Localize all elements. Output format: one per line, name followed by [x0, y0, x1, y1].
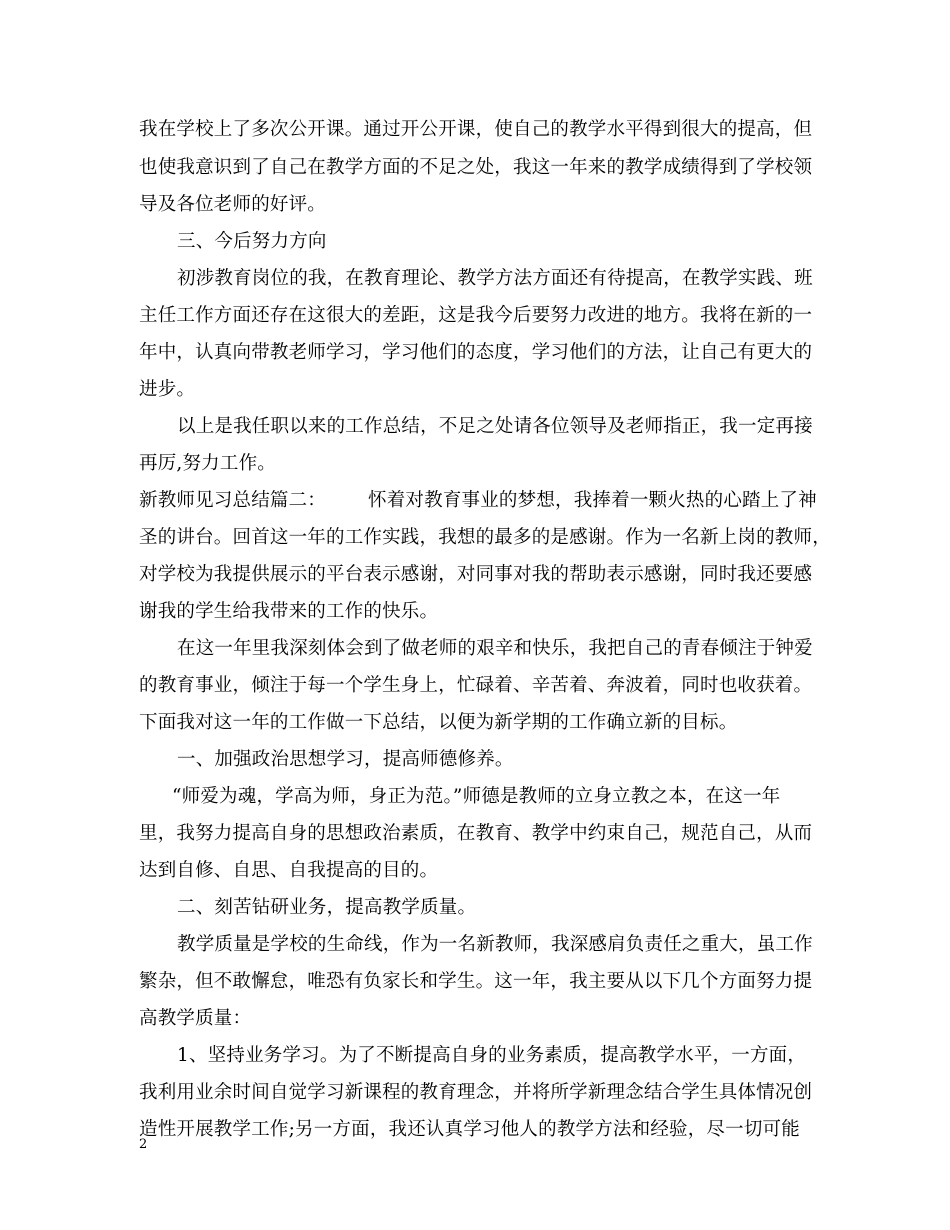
text-line: 里，我努力提高自身的思想政治素质，在教育、教学中约束自己，规范自己，从而 [139, 823, 813, 844]
text-line: 1、坚持业务学习。为了不断提高自身的业务素质，提高教学水平，一方面， [177, 1045, 807, 1066]
text-line: 再厉,努力工作。 [139, 453, 276, 474]
article-title: 新教师见习总结篇二： [139, 490, 327, 511]
page-number: 2 [139, 1137, 148, 1152]
text-line: 教学质量是学校的生命线，作为一名新教师，我深感肩负责任之重大，虽工作 [177, 934, 813, 955]
text-line: 达到自修、自思、自我提高的目的。 [139, 860, 439, 881]
text-line: 高教学质量： [139, 1008, 252, 1029]
text-line: 年中，认真向带教老师学习，学习他们的态度，学习他们的方法，让自己有更大的 [139, 342, 813, 363]
section-heading: 一、加强政治思想学习，提高师德修养。 [177, 749, 514, 770]
text-line: 下面我对这一年的工作做一下总结，以便为新学期的工作确立新的目标。 [139, 712, 738, 733]
text-line: 圣的讲台。回首这一年的工作实践，我想的最多的是感谢。作为一名新上岗的教师， [139, 527, 831, 548]
text-line-continuation: 怀着对教育事业的梦想，我捧着一颗火热的心踏上了神 [368, 490, 817, 511]
section-heading: 三、今后努力方向 [177, 231, 327, 252]
section-heading: 二、刻苦钻研业务，提高教学质量。 [177, 897, 477, 918]
text-line [139, 489, 817, 513]
text-line: 谢我的学生给我带来的工作的快乐。 [139, 601, 439, 622]
text-line: 初涉教育岗位的我，在教育理论、教学方法方面还有待提高，在教学实践、班 [177, 268, 813, 289]
text-line: 我利用业余时间自觉学习新课程的教育理念，并将所学新理念结合学生具体情况创 [139, 1082, 813, 1103]
text-line: “师爱为魂，学高为师，身正为范。”师德是教师的立身立教之本，在这一年 [172, 786, 781, 807]
text-line: 繁杂，但不敢懈怠，唯恐有负家长和学生。这一年，我主要从以下几个方面努力提 [139, 971, 813, 992]
text-line: 也使我意识到了自己在教学方面的不足之处，我这一年来的教学成绩得到了学校领 [139, 157, 813, 178]
text-line: 以上是我任职以来的工作总结，不足之处请各位领导及老师指正，我一定再接 [177, 416, 813, 437]
text-line: 我在学校上了多次公开课。通过开公开课，使自己的教学水平得到很大的提高，但 [139, 119, 813, 140]
text-line: 主任工作方面还存在这很大的差距，这是我今后要努力改进的地方。我将在新的一 [139, 305, 813, 326]
text-line: 进步。 [139, 379, 196, 400]
text-line: 对学校为我提供展示的平台表示感谢，对同事对我的帮助表示感谢，同时我还要感 [139, 564, 813, 585]
text-line: 在这一年里我深刻体会到了做老师的艰辛和快乐，我把自己的青春倾注于钟爱 [177, 638, 813, 659]
text-line: 造性开展教学工作;另一方面，我还认真学习他人的教学方法和经验，尽一切可能 [139, 1119, 800, 1140]
text-line: 导及各位老师的好评。 [139, 194, 327, 215]
text-line: 的教育事业，倾注于每一个学生身上，忙碌着、辛苦着、奔波着，同时也收获着。 [139, 675, 813, 696]
